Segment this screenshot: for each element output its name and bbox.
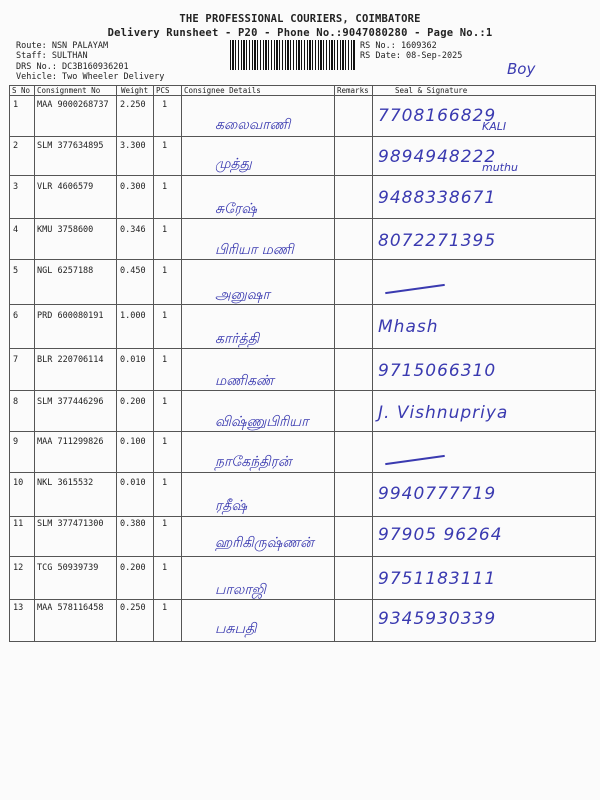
drs-label: DRS No.: DC3B160936201	[16, 62, 129, 72]
row-consignee-handwriting: பாலாஜி	[215, 582, 266, 598]
header-consignment: Consignment No	[37, 86, 101, 95]
row-pcs: 1	[162, 225, 168, 235]
row-consignee-handwriting: முத்து	[215, 156, 252, 172]
row-weight: 1.000	[120, 311, 146, 321]
row-consignment-no: TCG 50939739	[37, 563, 99, 573]
vehicle-label: Vehicle: Two Wheeler Delivery	[16, 72, 165, 82]
row-weight: 0.200	[120, 397, 146, 407]
staff-label: Staff: SULTHAN	[16, 51, 88, 61]
row-pcs: 1	[162, 519, 168, 529]
header-pcs: PCS	[156, 86, 170, 95]
row-sno: 12	[13, 563, 24, 573]
row-signature-handwriting: 9488338671	[378, 188, 497, 208]
row-weight: 0.450	[120, 266, 146, 276]
row-consignee-handwriting: நாகேந்திரன்	[215, 454, 292, 470]
barcode	[230, 40, 356, 70]
row-consignment-no: NKL 3615532	[37, 478, 94, 488]
row-sno: 10	[13, 478, 24, 488]
row-consignment-no: MAA 711299826	[37, 437, 104, 447]
row-weight: 0.346	[120, 225, 146, 235]
row-signature-handwriting: J. Vishnupriya	[378, 403, 509, 423]
row-sno: 4	[13, 225, 19, 235]
row-signature-handwriting: 9715066310	[378, 361, 497, 381]
row-weight: 0.010	[120, 355, 146, 365]
row-weight: 2.250	[120, 100, 146, 110]
row-signature-name: muthu	[482, 161, 518, 174]
row-pcs: 1	[162, 266, 168, 276]
row-consignee-handwriting: விஷ்ணுபிரியா	[215, 414, 309, 430]
row-sno: 5	[13, 266, 19, 276]
route-label: Route: NSN PALAYAM	[16, 41, 109, 51]
row-pcs: 1	[162, 437, 168, 447]
row-sno: 9	[13, 437, 19, 447]
rs-number: RS No.: 1609362	[360, 41, 437, 51]
row-pcs: 1	[162, 603, 168, 613]
row-consignment-no: MAA 578116458	[37, 603, 104, 613]
row-consignee-handwriting: அனுஷா	[215, 287, 270, 303]
header-signature: Seal & Signature	[395, 86, 468, 95]
corner-handwriting: Boy	[507, 60, 536, 78]
row-weight: 0.100	[120, 437, 146, 447]
row-weight: 0.200	[120, 563, 146, 573]
row-weight: 0.300	[120, 182, 146, 192]
row-consignee-handwriting: கார்த்தி	[215, 331, 260, 347]
row-weight: 3.300	[120, 141, 146, 151]
row-consignee-handwriting: மணிகண்	[215, 373, 274, 389]
row-consignee-handwriting: பசுபதி	[215, 621, 257, 637]
row-signature-handwriting: 9751183111	[378, 569, 497, 589]
row-sno: 6	[13, 311, 19, 321]
row-consignment-no: SLM 377471300	[37, 519, 104, 529]
header-weight: Weight	[121, 86, 149, 95]
row-signature-handwriting: 9345930339	[378, 609, 497, 629]
row-signature-handwriting: 9894948222	[378, 147, 497, 167]
row-pcs: 1	[162, 311, 168, 321]
row-consignment-no: BLR 220706114	[37, 355, 104, 365]
row-pcs: 1	[162, 355, 168, 365]
row-consignment-no: MAA 9000268737	[37, 100, 109, 110]
row-sno: 1	[13, 100, 19, 110]
row-consignment-no: SLM 377446296	[37, 397, 104, 407]
row-consignee-handwriting: கலைவாணி	[215, 117, 291, 133]
row-pcs: 1	[162, 100, 168, 110]
row-signature-handwriting: 9940777719	[378, 484, 497, 504]
row-pcs: 1	[162, 478, 168, 488]
row-pcs: 1	[162, 397, 168, 407]
row-consignee-handwriting: சுரேஷ்	[215, 201, 257, 217]
rs-date: RS Date: 08-Sep-2025	[360, 51, 463, 61]
row-consignment-no: PRD 600080191	[37, 311, 104, 321]
row-consignee-handwriting: பிரியா மணி	[215, 242, 294, 258]
row-sno: 2	[13, 141, 19, 151]
row-sno: 8	[13, 397, 19, 407]
row-signature-name: KALI	[482, 120, 507, 133]
header-consignee: Consignee Details	[184, 86, 261, 95]
row-pcs: 1	[162, 563, 168, 573]
row-consignment-no: NGL 6257188	[37, 266, 94, 276]
row-signature-handwriting: 7708166829	[378, 106, 497, 126]
row-consignment-no: KMU 3758600	[37, 225, 94, 235]
row-weight: 0.010	[120, 478, 146, 488]
row-consignee-handwriting: ஹரிகிருஷ்ணன்	[215, 535, 314, 551]
header-sno: S No	[12, 86, 31, 95]
company-title: THE PROFESSIONAL COURIERS, COIMBATORE	[179, 13, 421, 25]
row-weight: 0.250	[120, 603, 146, 613]
row-sno: 11	[13, 519, 24, 529]
row-consignment-no: VLR 4606579	[37, 182, 94, 192]
row-signature-handwriting: 8072271395	[378, 231, 497, 251]
runsheet-title: Delivery Runsheet - P20 - Phone No.:9047080280 - Page No.:1	[107, 27, 493, 39]
row-signature-handwriting: Mhash	[378, 317, 439, 337]
row-consignee-handwriting: ரதீஷ்	[215, 498, 248, 514]
row-weight: 0.380	[120, 519, 146, 529]
row-sno: 7	[13, 355, 19, 365]
row-pcs: 1	[162, 141, 168, 151]
row-sno: 3	[13, 182, 19, 192]
row-signature-handwriting: 97905 96264	[378, 525, 503, 545]
row-pcs: 1	[162, 182, 168, 192]
header-remarks: Remarks	[337, 86, 369, 95]
row-consignment-no: SLM 377634895	[37, 141, 104, 151]
row-sno: 13	[13, 603, 24, 613]
